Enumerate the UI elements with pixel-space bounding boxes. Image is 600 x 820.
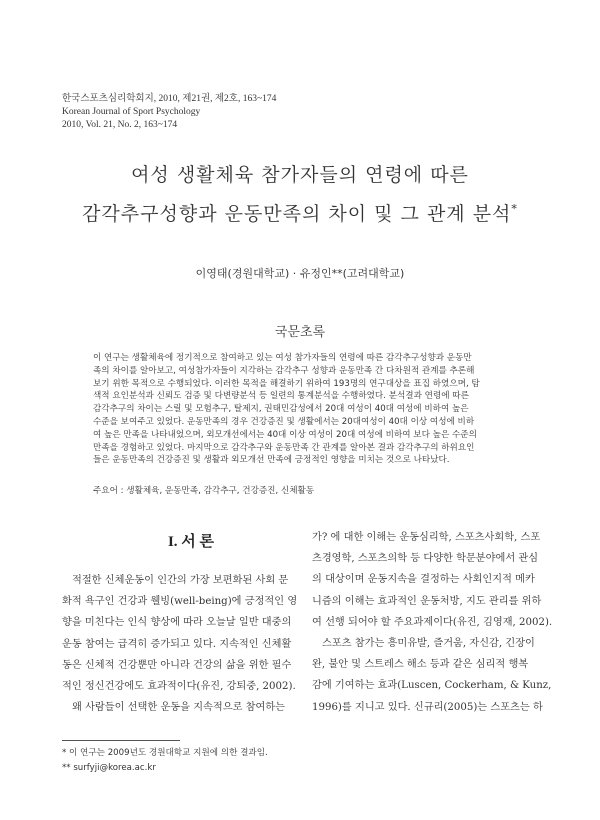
journal-header-volume: 2010, Vol. 21, No. 2, 163~174 — [62, 120, 178, 130]
abstract-heading: 국문초록 — [274, 325, 326, 340]
abstract-line: 보기 위한 목적으로 수행되었다. 이러한 목적을 해결하기 위하여 193명의 연구대상을 표집 하였으며, 탐 — [93, 378, 480, 389]
right-column-body — [312, 527, 572, 718]
authors: 이영태(경원대학교) · 유정인**(고려대학교) — [195, 267, 405, 280]
body-line: 츠경영학, 스포츠의학 등 다양한 학문분야에서 관심 — [312, 553, 539, 565]
footnote-divider — [62, 740, 180, 741]
section-title-introduction: I. 서 론 — [167, 534, 215, 550]
journal-header-korean: 한국스포츠심리학회지, 2010, 제21권, 제2호, 163~174 — [62, 94, 277, 104]
left-column-body — [62, 570, 320, 718]
keywords: 주요어 : 생활체육, 운동만족, 감각추구, 건강증진, 신체활동 — [93, 486, 315, 496]
paper-title-line2-text: 감각추구성향과 운동만족의 차이 및 그 관계 분석 — [82, 203, 512, 225]
footnote-email: ** surfyji@korea.ac.kr — [62, 763, 156, 773]
body-line: 운동 참여는 급격히 증가되고 있다. 지속적인 신체활 — [62, 638, 292, 650]
body-line: 화적 욕구인 건강과 웰빙(well-being)에 긍정적인 영 — [62, 596, 298, 608]
paper-title-line2 — [0, 199, 600, 226]
body-line: 동은 신체적 건강뿐만 아니라 건강의 삶을 위한 필수 — [62, 659, 292, 671]
body-line: 적인 정신건강에도 효과적이다(유진, 강퇴중, 2002). — [62, 681, 296, 693]
body-line: 적절한 신체운동이 인간의 가장 보편화된 사회 문 — [72, 575, 289, 586]
body-line: 왜 사람들이 선택한 운동을 지속적으로 참여하는 — [72, 702, 286, 714]
body-line: 가? 에 대한 이해는 운동심리학, 스포츠사회학, 스포 — [312, 532, 541, 543]
abstract-line: 만족을 경험하고 있었다. 마지막으로 감각추구와 운동만족 간 관계를 알아본 결과 감각추구의 하위요인 — [93, 442, 475, 453]
journal-header — [62, 93, 276, 132]
abstract-body — [93, 352, 513, 467]
footnotes — [62, 746, 268, 776]
abstract-line: 감각추구의 차이는 스릴 및 모험추구, 탈제지, 권태민감성에서 20대 여성이 40대 여성에 비하여 높은 — [93, 404, 469, 415]
abstract-line: 수준을 보여주고 있었다. 운동만족의 경우 건강증진 및 생활에서는 20대여성이 40대 이상 여성에 비하 — [93, 416, 475, 427]
title-footnote-mark: * — [511, 202, 518, 216]
journal-header-english: Korean Journal of Sport Psychology — [62, 107, 201, 117]
body-line: 완, 불안 및 스트레스 해소 등과 같은 심리적 행복 — [312, 659, 529, 671]
body-line: 니즘의 이해는 효과적인 운동처방, 지도 관리를 위하 — [312, 595, 542, 607]
body-line: 스포츠 참가는 흥미유발, 즐거움, 자신감, 긴장이 — [322, 638, 535, 650]
body-line: 향을 미친다는 인식 향상에 따라 오늘날 일반 대중의 — [62, 617, 292, 629]
paper-title-line1: 여성 생활체육 참가자들의 연령에 따른 — [131, 164, 469, 186]
abstract-line: 여 높은 만족을 나타내었으며, 외모개선에서는 40대 이상 여성이 20대 여성에 비하여 보다 높은 수준의 — [93, 429, 477, 440]
abstract-line: 이 연구는 생활체육에 정기적으로 참여하고 있는 여성 참가자들의 연령에 따른 감각추구성향과 운동만 — [93, 353, 472, 363]
body-line: 의 대상이며 운동지속을 결정하는 사회인지적 메카 — [312, 574, 535, 586]
abstract-line: 들은 운동만족의 건강증진 및 생활과 외모개선 만족에 긍정적인 영향을 미치는 것으로 나타났다. — [93, 455, 450, 466]
body-line: 감에 기여하는 효과(Luscen, Cockerham, & Kunz, — [312, 680, 552, 692]
abstract-line: 색적 요인분석과 신뢰도 검증 및 다변량분석 등 일련의 통계분석을 수행하였다. 분석결과 연령에 따른 — [93, 391, 469, 402]
footnote-funding: * 이 연구는 2009년도 경원대학교 지원에 의한 결과임. — [62, 748, 268, 758]
abstract-line: 족의 차이를 알아보고, 여성참가자들이 지각하는 감각추구 성향과 운동만족 간 다차원적 관계를 추론해 — [93, 365, 475, 376]
body-line: 1996)를 지니고 있다. 신규리(2005)는 스포츠는 하 — [312, 701, 543, 713]
body-line: 여 선행 되어야 할 주요과제이다(유진, 김영재, 2002). — [312, 616, 553, 628]
